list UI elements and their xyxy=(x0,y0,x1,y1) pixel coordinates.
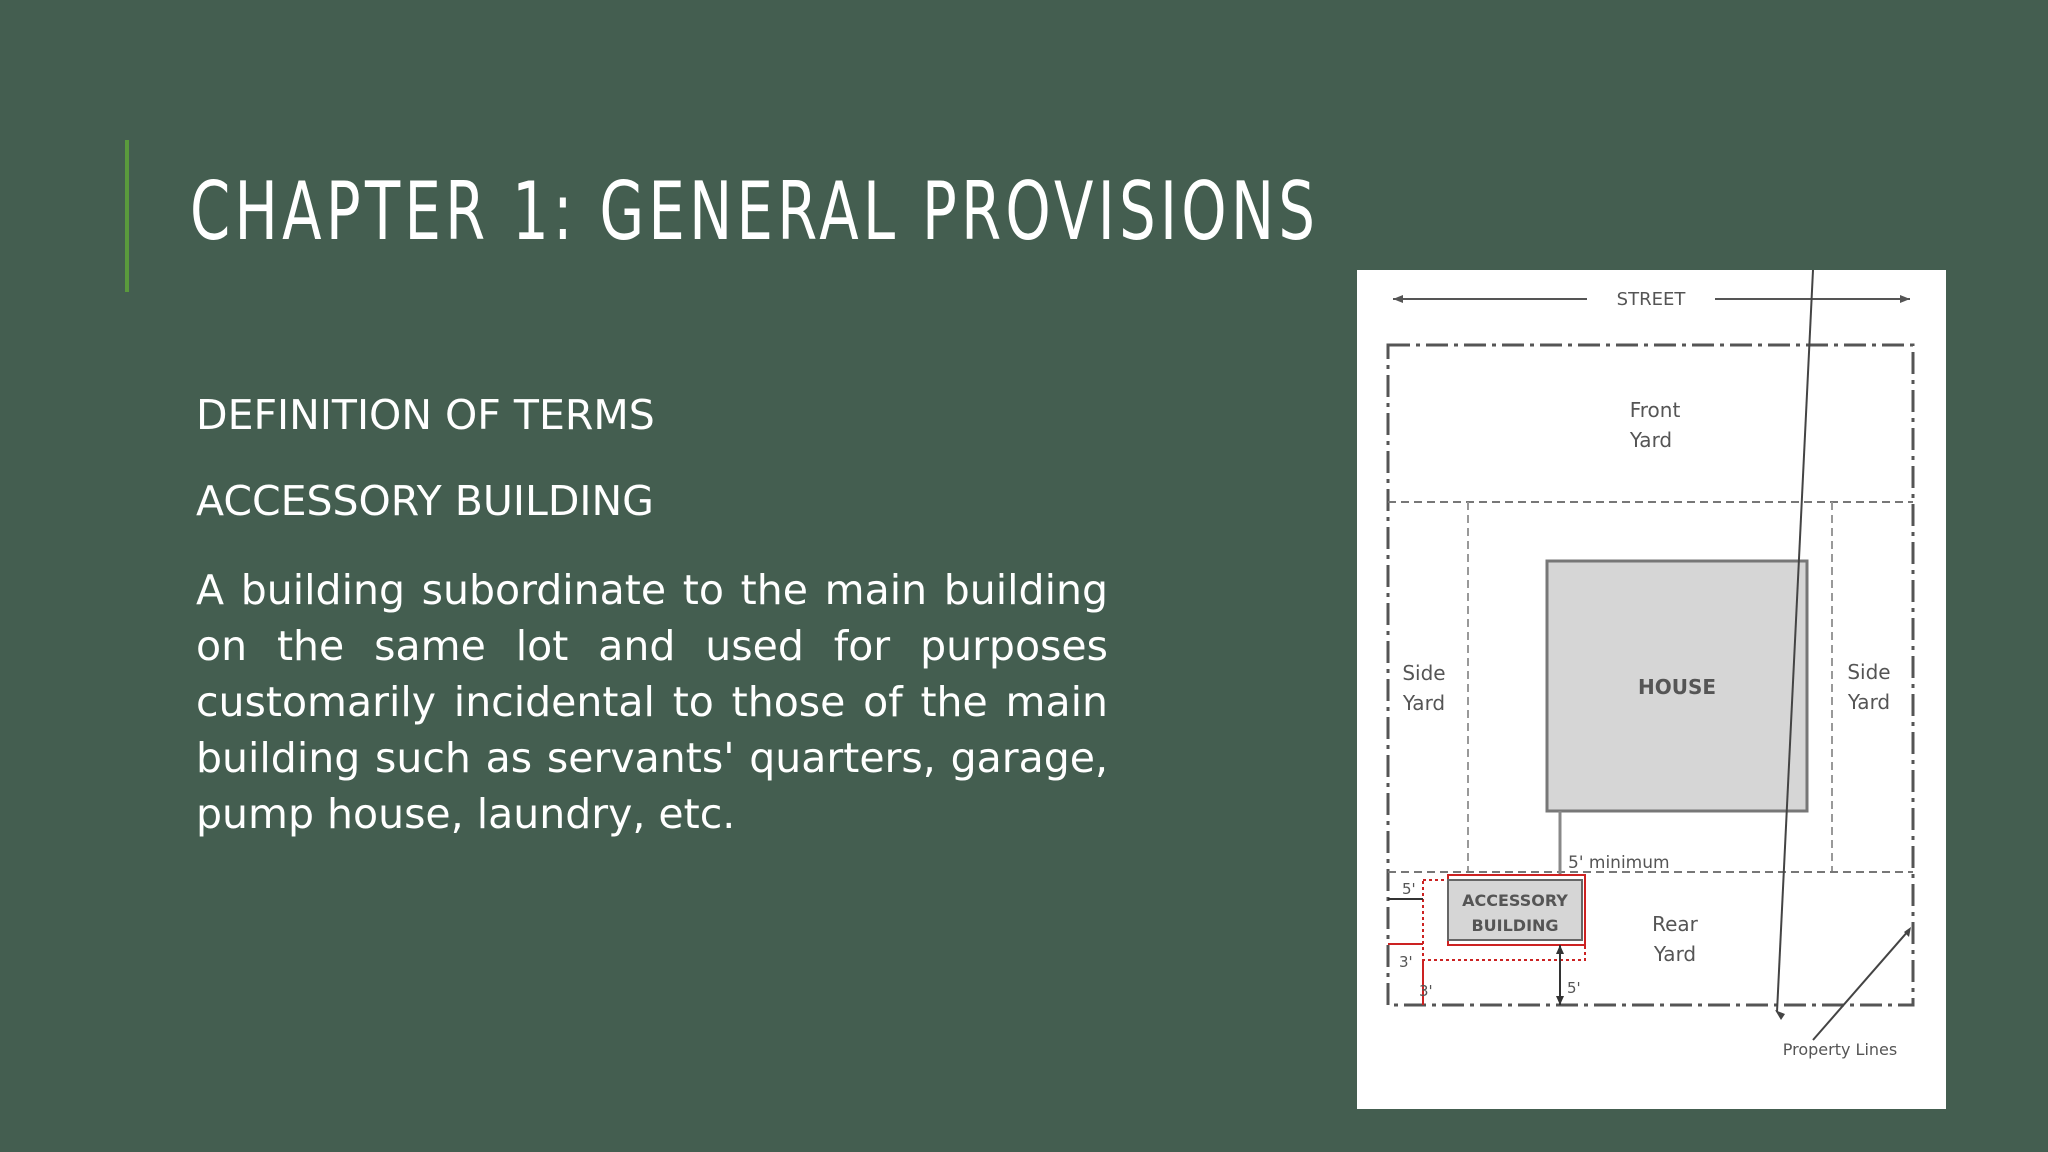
dim-3-left-label: 3' xyxy=(1399,953,1413,971)
property-pointer-arrow-left xyxy=(1775,1010,1785,1020)
rear-yard-label-1: Rear xyxy=(1652,912,1698,936)
dim-3-bottom-label: 3' xyxy=(1419,982,1433,1000)
side-yard-left-label-2: Yard xyxy=(1402,691,1446,715)
front-yard-label-2: Yard xyxy=(1629,428,1673,452)
side-yard-right-label-2: Yard xyxy=(1847,690,1891,714)
accessory-label-2: BUILDING xyxy=(1471,916,1559,935)
street-label: STREET xyxy=(1616,289,1686,310)
house-label: HOUSE xyxy=(1637,675,1717,699)
front-yard-label-1: Front xyxy=(1629,398,1681,422)
section-heading: DEFINITION OF TERMS xyxy=(196,391,655,439)
title-accent-bar xyxy=(125,140,129,292)
street-arrowhead-right xyxy=(1900,295,1910,303)
street-arrowhead-left xyxy=(1393,295,1403,303)
side-yard-left-label-1: Side xyxy=(1402,661,1446,685)
dim-3-left-line xyxy=(1388,943,1423,945)
property-lines-label: Property Lines xyxy=(1782,1040,1898,1059)
accessory-label-1: ACCESSORY xyxy=(1462,891,1568,910)
side-yard-right-label-1: Side xyxy=(1847,660,1891,684)
dim-5-bottom-arrow-top xyxy=(1556,945,1564,954)
minimum-label: 5' minimum xyxy=(1568,853,1670,873)
setback-diagram-svg xyxy=(1357,270,1946,1109)
slide-title: CHAPTER 1: GENERAL PROVISIONS xyxy=(190,165,1320,258)
property-pointer-right xyxy=(1813,930,1909,1040)
term-definition: A building subordinate to the main building on the same lot and used for purposes customarily incidental to those of the main building such as servants' quarters, garage, pump house, laundry, etc. xyxy=(196,566,1108,838)
setback-diagram xyxy=(1357,270,1946,1109)
dim-5-bottom-label: 5' xyxy=(1567,979,1581,997)
rear-yard-label-2: Yard xyxy=(1653,942,1697,966)
term-heading: ACCESSORY BUILDING xyxy=(196,477,654,525)
slide-body xyxy=(196,390,1108,842)
dim-5-left-label: 5' xyxy=(1402,880,1416,898)
